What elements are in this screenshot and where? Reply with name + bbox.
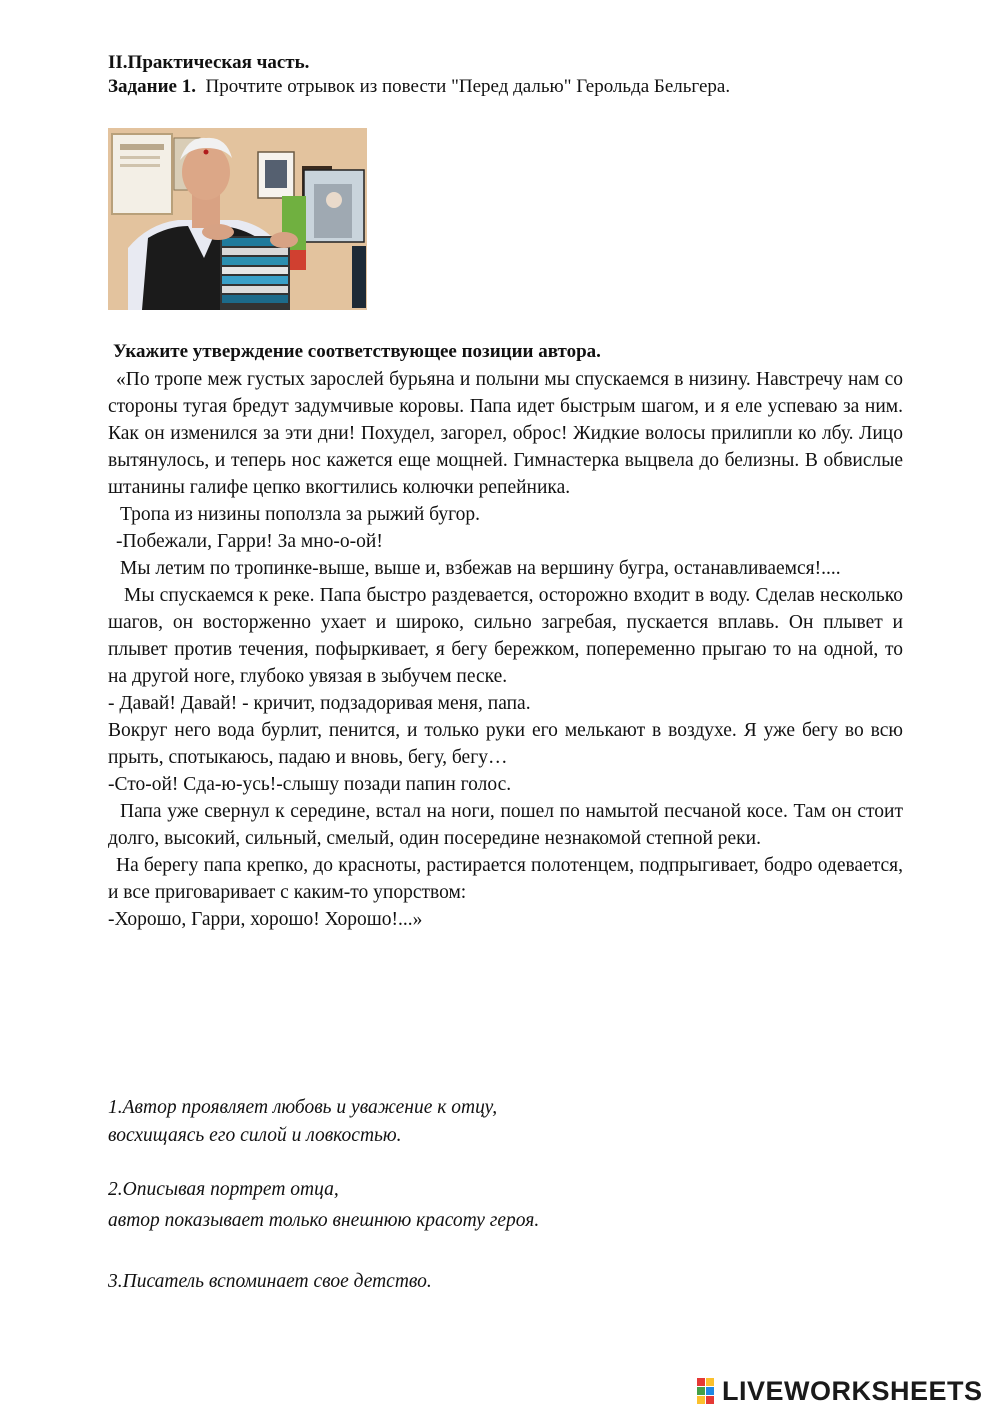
story-paragraph: Мы спускаемся к реке. Папа быстро раздевается, осторожно входит в воду. Сделав несколько шагов, он восторженно ухает и широко, сильно загребая, пускается вплавь. Он плывет и плывет против течения, пофыркивает, я бегу бережком, попеременно прыгаю то на одной, то на другой ноге, глубоко увязая в зыбучем песке. <box>108 585 903 687</box>
liveworksheets-logo-icon <box>697 1378 719 1404</box>
option-text: 3.Писатель вспоминает свое детство. <box>108 1271 432 1292</box>
story-paragraph: - Давай! Давай! - кричит, подзадоривая меня, папа. <box>108 693 531 714</box>
option-text: автор показывает только внешнюю красоту героя. <box>108 1210 540 1231</box>
story-excerpt <box>108 366 903 933</box>
option-text: восхищаясь его силой и ловкостью. <box>108 1125 402 1146</box>
story-paragraph: На берегу папа крепко, до красноты, растирается полотенцем, подпрыгивает, бодро одевается, и все приговаривает с каким-то упорством: <box>108 855 903 903</box>
liveworksheets-logo <box>697 1376 983 1406</box>
section-title: II.Практическая часть. <box>108 52 310 73</box>
story-paragraph: -Хорошо, Гарри, хорошо! Хорошо!...» <box>108 909 423 930</box>
story-paragraph: Мы летим по тропинке-выше, выше и, взбежав на вершину бугра, останавливаемся!.... <box>120 558 841 579</box>
task-label: Задание 1. <box>108 76 196 97</box>
task-line <box>108 76 730 98</box>
author-photo-icon <box>108 128 367 310</box>
answer-option-3[interactable] <box>108 1268 432 1296</box>
author-photo <box>108 128 367 310</box>
story-paragraph: -Побежали, Гарри! За мно-о-ой! <box>116 531 383 552</box>
story-paragraph: Вокруг него вода бурлит, пенится, и только руки его мелькают в воздухе. Я уже бегу во всю прыть, спотыкаюсь, падаю и вновь, бегу, бегу… <box>108 720 903 768</box>
logo-text: LIVEWORKSHEETS <box>722 1375 983 1406</box>
answer-option-1[interactable] <box>108 1094 497 1150</box>
option-text: 2.Описывая портрет отца, <box>108 1179 339 1200</box>
question-heading: Укажите утверждение соответствующее позиции автора. <box>113 341 601 362</box>
story-paragraph: Папа уже свернул к середине, встал на ноги, пошел по намытой песчаной косе. Там он стоит долго, высокий, сильный, смелый, один посередине незнакомой степной реки. <box>108 801 903 849</box>
answer-option-2[interactable] <box>108 1176 539 1235</box>
option-text: 1.Автор проявляет любовь и уважение к отцу, <box>108 1097 498 1118</box>
story-paragraph: «По тропе меж густых зарослей бурьяна и полыни мы спускаемся в низину. Навстречу нам со стороны тугая бредут задумчивые коровы. Папа идет быстрым шагом, и я еле успеваю за ним. Как он изменился за эти дни! Похудел, загорел, оброс! Жидкие волосы прилипли ко лбу. Лицо вытянулось, и теперь нос кажется еще мощней. Гимнастерка выцвела до белизны. В обвислые штанины галифе цепко вкогтились колючки репейника. <box>108 369 903 498</box>
story-paragraph: -Сто-ой! Сда-ю-усь!-слышу позади папин голос. <box>108 774 512 795</box>
story-paragraph: Тропа из низины поползла за рыжий бугор. <box>120 504 480 525</box>
task-text: Прочтите отрывок из повести "Перед далью" Герольда Бельгера. <box>205 76 731 97</box>
